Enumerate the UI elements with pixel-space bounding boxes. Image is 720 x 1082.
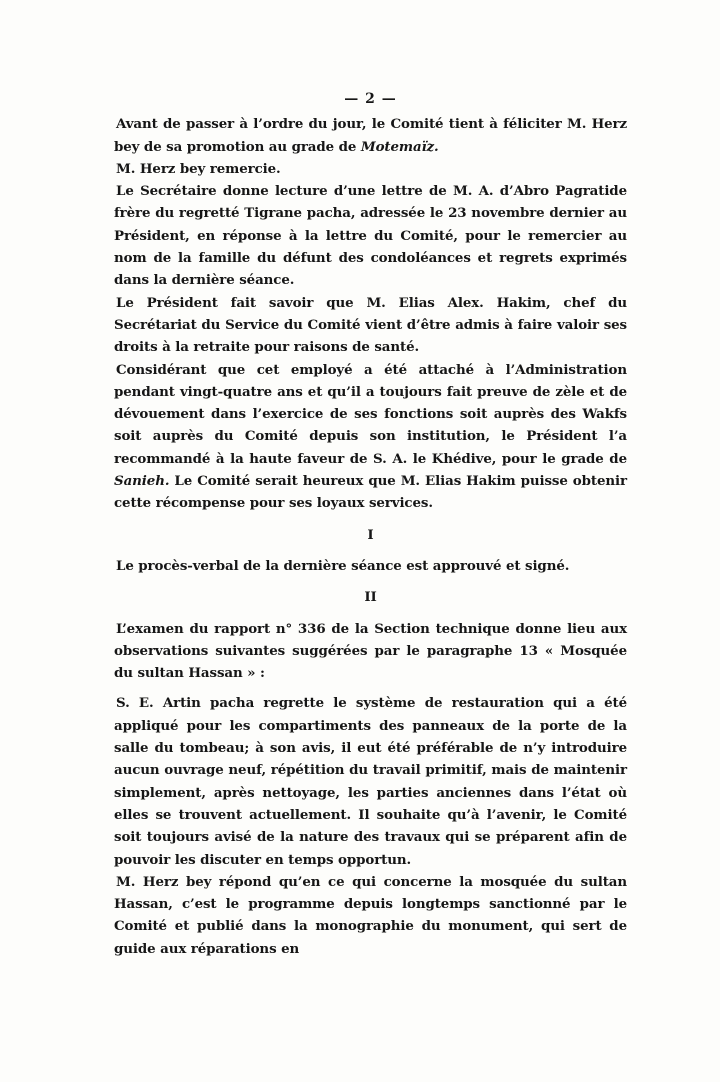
paragraph-text: M. Herz bey remercie. (116, 160, 281, 177)
paragraph-text: Le procès-verbal de la dernière séance est approuvé et signé. (116, 557, 570, 574)
paragraph-herz-bey-reply (114, 871, 627, 960)
paragraph-italic-term: Motemaïz. (360, 138, 439, 155)
paragraph-minutes-approved (114, 555, 627, 577)
paragraph-text: Le Président fait savoir que M. Elias Alex. Hakim, chef du Secrétariat du Service du Comité vient d’être admis à faire valoir ses droits à la retraite pour raisons de santé. (114, 294, 627, 356)
paragraph-text: Le Secrétaire donne lecture d’une lettre de M. A. d’Abro Pagratide frère du regretté Tigrane pacha, adressée le 23 novembre dernier au Président, en réponse à la lettre du Comité, pour le remercier au nom de la famille du défunt des condoléances et regrets exprimés dans la dernière séance. (114, 183, 627, 289)
paragraph-artin-pacha (114, 692, 627, 870)
paragraph-text: Considérant que cet employé a été attaché à l’Administration pendant vingt-quatre ans et qu’il a toujours fait preuve de zèle et de dévouement dans l’exercice de ses fonctions soit auprès des Wakfs soit auprès du Comité depuis son institution, le Président l’a recommandé à la haute faveur de S. A. le Khédive, pour le grade de (114, 361, 627, 467)
paragraph-retirement (114, 292, 627, 359)
paragraph-text: Avant de passer à l’ordre du jour, le Comité tient à féliciter M. Herz bey de sa promotion au grade de (114, 116, 627, 155)
paragraph-text: M. Herz bey répond qu’en ce qui concerne la mosquée du sultan Hassan, c’est le programme depuis longtemps sanctionné par le Comité et publié dans la monographie du monument, qui sert de guide aux réparations en (114, 873, 627, 957)
paragraph-thanks (114, 158, 627, 180)
section-heading-ii: II (364, 589, 377, 606)
page-number: — 2 — (344, 91, 397, 107)
section-heading-i: I (367, 526, 374, 543)
paragraph-report-examination (114, 618, 627, 685)
paragraph-congratulations (114, 113, 627, 158)
page-text-block (114, 88, 627, 960)
paragraph-italic-term: Sanieh. (114, 473, 170, 490)
paragraph-text: L’examen du rapport n° 336 de la Section technique donne lieu aux observations suivantes suggérées par le paragraphe 13 « Mosquée du sultan Hassan » : (114, 620, 627, 682)
paragraph-text: Le Comité serait heureux que M. Elias Hakim puisse obtenir cette récompense pour ses loyaux services. (114, 473, 627, 512)
paragraph-letter (114, 180, 627, 291)
paragraph-recommendation (114, 359, 627, 515)
paragraph-text: S. E. Artin pacha regrette le système de restauration qui a été appliqué pour les compartiments des panneaux de la porte de la salle du tombeau; à son avis, il eut été préférable de n’y introduire aucun ouvrage neuf, répétition du travail primitif, mais de maintenir simplement, après nettoyage, les parties anciennes dans l’état où elles se trouvent actuellement. Il souhaite qu’à l’avenir, le Comité soit toujours avisé de la nature des travaux qui se préparent afin de pouvoir les discuter en temps opportun. (114, 695, 627, 868)
